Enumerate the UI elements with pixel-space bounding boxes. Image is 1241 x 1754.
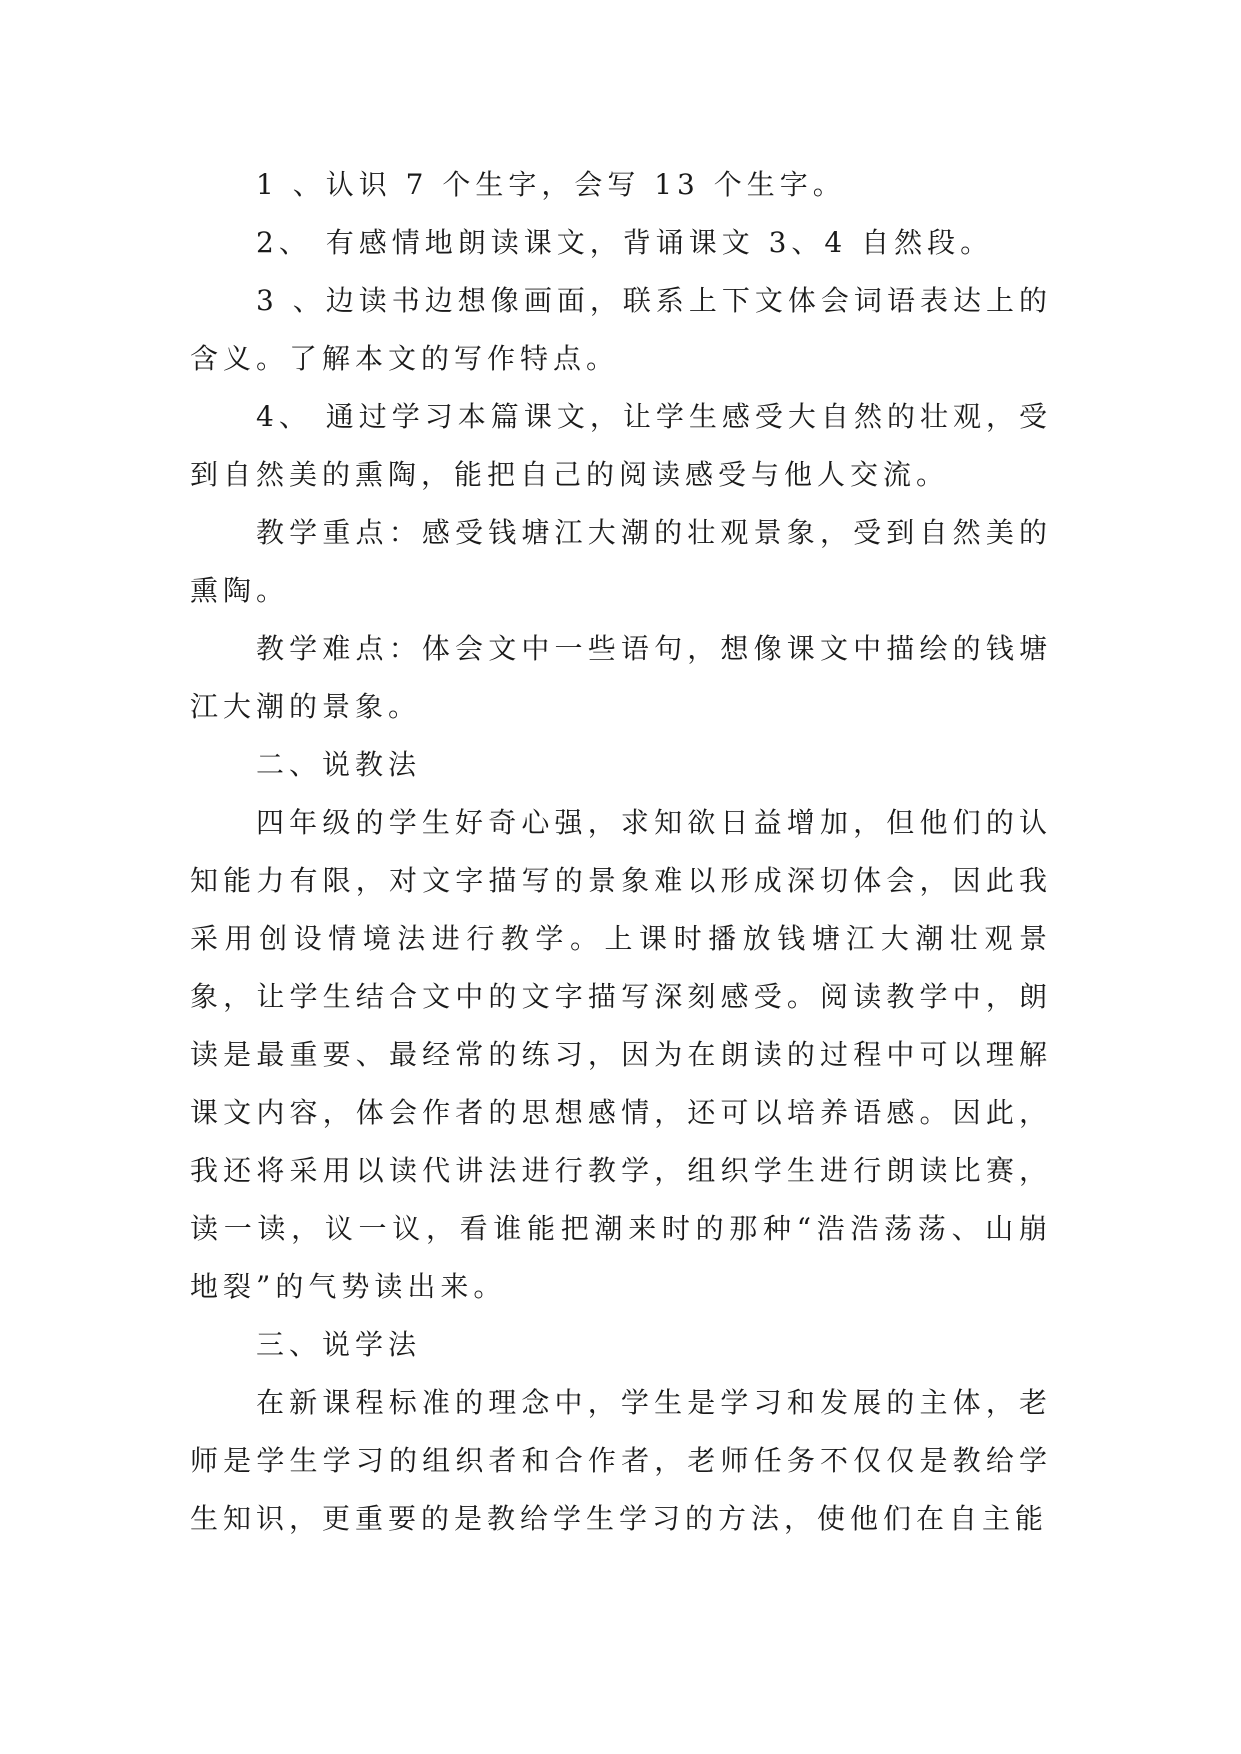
- teaching-method-paragraph: 四年级的学生好奇心强，求知欲日益增加，但他们的认知能力有限，对文字描写的景象难以形成深切体会，因此我采用创设情境法进行教学。上课时播放钱塘江大潮壮观景象，让学生结合文中的文字描写深刻感受。阅读教学中，朗读是最重要、最经常的练习，因为在朗读的过程中可以理解课文内容，体会作者的思想感情，还可以培养语感。因此，我还将采用以读代讲法进行教学，组织学生进行朗读比赛，读一读，议一议，看谁能把潮来时的那种“浩浩荡荡、山崩地裂”的气势读出来。: [190, 806, 1052, 1303]
- teaching-focus: 教学重点：感受钱塘江大潮的壮观景象，受到自然美的熏陶。: [190, 516, 1052, 607]
- objective-3: 3 、边读书边想像画面，联系上下文体会词语表达上的含义。了解本文的写作特点。: [190, 284, 1052, 375]
- objective-1: 1 、认识 7 个生字，会写 13 个生字。: [256, 168, 846, 201]
- objective-2: 2、 有感情地朗读课文，背诵课文 3、4 自然段。: [256, 226, 994, 259]
- section-heading-learning-method: 三、说学法: [256, 1328, 422, 1361]
- teaching-difficulty: 教学难点：体会文中一些语句，想像课文中描绘的钱塘江大潮的景象。: [190, 632, 1052, 723]
- objective-4: 4、 通过学习本篇课文，让学生感受大自然的壮观，受到自然美的熏陶，能把自己的阅读感受与他人交流。: [190, 400, 1052, 491]
- document-body: [190, 156, 1052, 1548]
- learning-method-paragraph: 在新课程标准的理念中，学生是学习和发展的主体，老师是学生学习的组织者和合作者，老师任务不仅仅是教给学生知识，更重要的是教给学生学习的方法，使他们在自主能: [190, 1386, 1052, 1535]
- section-heading-teaching-method: 二、说教法: [256, 748, 422, 781]
